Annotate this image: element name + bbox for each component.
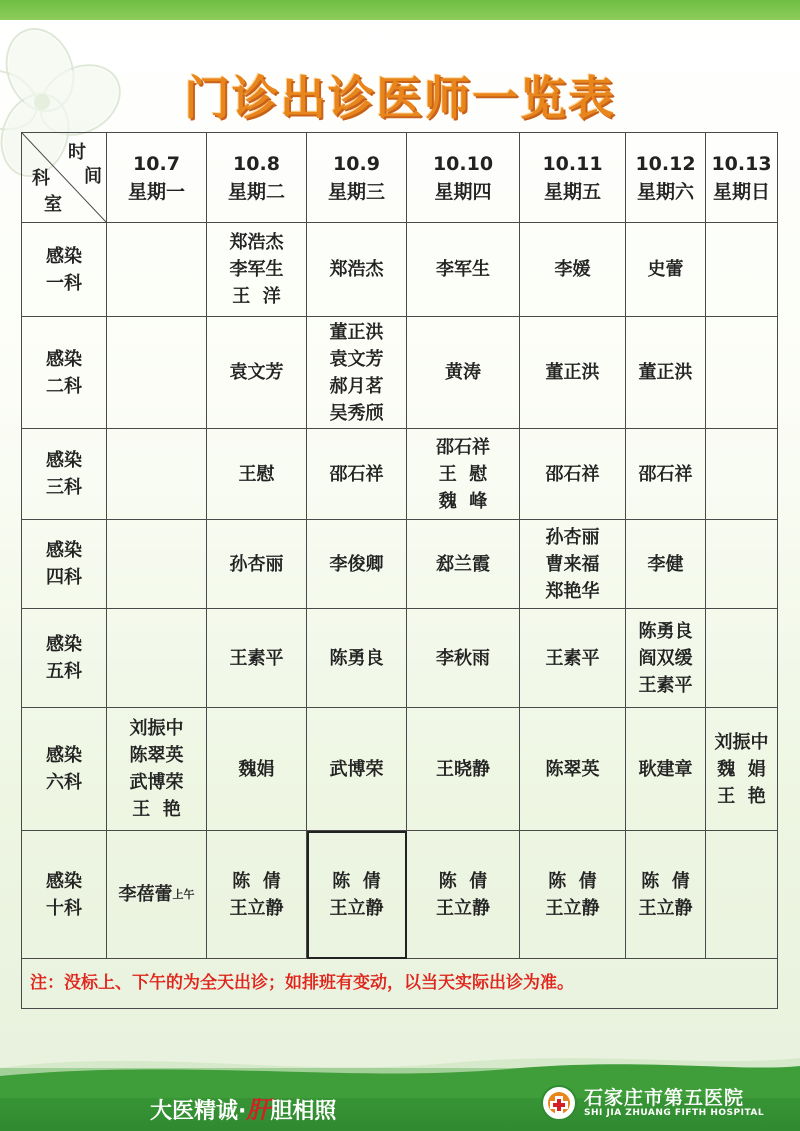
day-weekday: 星期三 — [327, 180, 385, 203]
doctor-name: 陈翠英 — [545, 758, 600, 780]
doctor-name: 邵石祥 — [436, 436, 490, 458]
doctor-name: 邵石祥 — [638, 463, 693, 485]
schedule-cell — [407, 429, 520, 520]
schedule-cell — [706, 831, 778, 959]
doctor-name: 王 洋 — [232, 286, 281, 307]
doctor-name: 黄涛 — [445, 362, 481, 383]
schedule-cell — [307, 831, 407, 959]
schedule-cell — [207, 831, 307, 959]
slogan-part-b: 肝 — [246, 1096, 271, 1124]
table-row — [22, 609, 778, 708]
doctor-name: 王 慰 — [438, 463, 488, 485]
department-cell — [22, 429, 107, 520]
schedule-cell — [520, 831, 626, 959]
schedule-cell — [706, 317, 778, 429]
department-label: 感染 — [46, 450, 82, 471]
doctor-name: 魏 峰 — [438, 490, 488, 512]
schedule-cell — [307, 317, 407, 429]
schedule-cell — [626, 609, 706, 708]
doctor-name: 董正洪 — [638, 362, 693, 383]
corner-time-label-1: 时 — [68, 142, 86, 163]
department-label: 五科 — [46, 661, 82, 682]
schedule-cell — [207, 609, 307, 708]
day-header-cell — [520, 133, 626, 223]
slogan-part-c: 胆相照 — [270, 1099, 337, 1124]
schedule-cell — [107, 708, 207, 831]
department-label: 感染 — [46, 745, 82, 766]
note-row — [22, 959, 778, 1009]
schedule-cell — [626, 520, 706, 609]
doctor-name: 刘振中 — [129, 718, 184, 739]
department-label: 一科 — [46, 272, 82, 294]
doctor-name: 王素平 — [638, 674, 693, 696]
slogan-part-a: 大医精诚 — [150, 1099, 239, 1124]
day-weekday: 星期二 — [227, 180, 285, 203]
schedule-cell — [706, 708, 778, 831]
doctor-name: 王素平 — [229, 647, 284, 669]
page-title: 门诊出诊医师一览表 — [184, 71, 616, 125]
doctor-name: 阎双缓 — [638, 647, 693, 669]
doctor-name: 魏 娟 — [717, 758, 766, 780]
header-row — [22, 133, 778, 223]
schedule-cell — [626, 317, 706, 429]
doctor-name: 董正洪 — [329, 321, 384, 343]
schedule-cell — [207, 317, 307, 429]
schedule-cell — [207, 520, 307, 609]
doctor-name: 陈勇良 — [329, 647, 384, 669]
schedule-cell — [626, 429, 706, 520]
doctor-name: 邵石祥 — [545, 463, 600, 485]
department-label: 感染 — [46, 870, 82, 892]
schedule-cell — [107, 831, 207, 959]
schedule-cell — [706, 609, 778, 708]
day-date: 10.9 — [333, 152, 380, 175]
doctor-name: 王素平 — [545, 647, 600, 669]
day-weekday: 星期五 — [543, 180, 601, 203]
schedule-cell — [307, 708, 407, 831]
doctor-name: 李蓓蕾 — [118, 884, 173, 905]
corner-time-label-2: 间 — [84, 166, 102, 187]
doctor-name: 武博荣 — [129, 772, 184, 793]
doctor-name: 李军生 — [229, 259, 284, 280]
department-label: 二科 — [46, 375, 82, 397]
doctor-name: 王立静 — [638, 897, 693, 919]
doctor-name: 王立静 — [229, 897, 284, 919]
schedule-cell — [207, 223, 307, 317]
schedule-cell — [407, 708, 520, 831]
table-row — [22, 317, 778, 429]
schedule-cell — [520, 223, 626, 317]
corner-dept-label-2: 室 — [44, 194, 62, 215]
doctor-name: 李军生 — [436, 259, 490, 280]
day-header-cell — [307, 133, 407, 223]
day-weekday: 星期一 — [127, 180, 185, 203]
day-header-cell — [107, 133, 207, 223]
day-header-cell — [626, 133, 706, 223]
top-bar — [0, 0, 800, 20]
department-cell — [22, 708, 107, 831]
doctor-name: 王 艳 — [717, 785, 766, 807]
day-header-cell — [407, 133, 520, 223]
schedule-cell — [107, 609, 207, 708]
schedule-cell — [520, 708, 626, 831]
doctor-name: 刘振中 — [714, 731, 769, 753]
schedule-cell — [107, 520, 207, 609]
doctor-name: 吴秀颀 — [329, 402, 384, 424]
schedule-cell — [407, 317, 520, 429]
note-text: 注：没标上、下午的为全天出诊；如排班有变动，以当天实际出诊为准。 — [22, 959, 778, 1009]
schedule-cell — [626, 708, 706, 831]
schedule-cell — [307, 520, 407, 609]
doctor-name: 郝月茗 — [329, 375, 384, 397]
doctor-name: 郑浩杰 — [229, 232, 284, 253]
doctor-name: 邵石祥 — [329, 463, 384, 485]
doctor-name: 史蕾 — [647, 259, 684, 280]
department-label: 感染 — [46, 348, 82, 370]
department-cell — [22, 317, 107, 429]
schedule-cell — [307, 429, 407, 520]
doctor-name: 曹来福 — [545, 553, 600, 575]
schedule-cell — [107, 429, 207, 520]
day-header-cell — [207, 133, 307, 223]
hospital-logo-icon — [540, 1084, 578, 1122]
department-label: 三科 — [46, 477, 82, 498]
footer-slogan: 大医精诚·肝胆相照 — [150, 1096, 337, 1124]
schedule-cell — [407, 609, 520, 708]
doctor-name: 董正洪 — [545, 362, 600, 383]
day-header-cell — [706, 133, 778, 223]
doctor-name: 陈 倩 — [232, 870, 281, 892]
schedule-cell — [407, 520, 520, 609]
doctor-name: 李秋雨 — [436, 647, 490, 669]
department-cell — [22, 831, 107, 959]
corner-dept-label-1: 科 — [32, 168, 50, 189]
schedule-cell — [626, 831, 706, 959]
day-date: 10.11 — [542, 152, 603, 175]
doctor-name: 郑浩杰 — [329, 259, 384, 280]
department-label: 四科 — [46, 567, 82, 588]
day-date: 10.8 — [233, 152, 280, 175]
doctor-name: 陈 倩 — [548, 870, 597, 892]
doctor-name: 魏娟 — [238, 758, 275, 780]
hospital-name-cn: 石家庄市第五医院 — [584, 1087, 745, 1109]
corner-header-cell — [22, 133, 107, 223]
doctor-name: 王立静 — [329, 897, 384, 919]
doctor-name: 陈勇良 — [638, 620, 693, 642]
doctor-name: 袁文芳 — [329, 348, 384, 370]
doctor-name: 陈 倩 — [438, 870, 488, 892]
schedule-cell — [520, 609, 626, 708]
schedule-cell — [520, 429, 626, 520]
doctor-name: 袁文芳 — [229, 362, 284, 383]
doctor-name: 李媛 — [554, 259, 591, 280]
doctor-name: 耿建章 — [638, 758, 693, 780]
schedule-cell — [207, 429, 307, 520]
schedule-cell — [706, 429, 778, 520]
table-row — [22, 223, 778, 317]
department-cell — [22, 223, 107, 317]
department-label: 六科 — [46, 772, 82, 793]
day-date: 10.12 — [635, 152, 696, 175]
doctor-name: 孙杏丽 — [545, 526, 600, 548]
doctor-name: 陈翠英 — [129, 745, 184, 766]
doctor-name: 李俊卿 — [329, 553, 384, 575]
day-date: 10.13 — [711, 152, 772, 175]
schedule-cell — [307, 223, 407, 317]
doctor-name: 王晓静 — [436, 758, 490, 780]
schedule-cell — [307, 609, 407, 708]
hospital-name-en: SHI JIA ZHUANG FIFTH HOSPITAL — [584, 1108, 765, 1118]
doctor-name: 郄兰霞 — [436, 553, 490, 575]
schedule-cell — [520, 317, 626, 429]
table-row — [22, 831, 778, 959]
department-cell — [22, 520, 107, 609]
day-weekday: 星期日 — [712, 180, 770, 203]
doctor-name: 王立静 — [436, 897, 490, 919]
schedule-cell — [626, 223, 706, 317]
department-label: 感染 — [46, 245, 82, 267]
doctor-name: 王 艳 — [132, 799, 181, 820]
table-row — [22, 520, 778, 609]
day-date: 10.10 — [432, 152, 494, 175]
doctor-name: 武博荣 — [329, 758, 384, 780]
doctor-name: 孙杏丽 — [229, 553, 284, 575]
day-weekday: 星期六 — [636, 180, 694, 203]
department-label: 感染 — [46, 634, 82, 655]
department-label: 十科 — [46, 897, 82, 919]
schedule-cell — [407, 223, 520, 317]
table-row — [22, 429, 778, 520]
half-day-note: 上午 — [172, 888, 195, 901]
schedule-cell — [207, 708, 307, 831]
day-date: 10.7 — [133, 152, 180, 175]
department-cell — [22, 609, 107, 708]
department-label: 感染 — [46, 540, 82, 561]
schedule-cell — [107, 317, 207, 429]
doctor-name: 王立静 — [545, 897, 600, 919]
doctor-name: 陈 倩 — [641, 870, 690, 892]
schedule-cell — [107, 223, 207, 317]
schedule-cell — [706, 223, 778, 317]
schedule-cell — [706, 520, 778, 609]
doctor-name: 郑艳华 — [545, 580, 600, 602]
doctor-name: 王慰 — [238, 463, 275, 485]
doctor-name: 李健 — [647, 553, 684, 575]
day-weekday: 星期四 — [434, 180, 492, 203]
schedule-cell — [520, 520, 626, 609]
schedule-table — [21, 132, 778, 1009]
schedule-cell — [407, 831, 520, 959]
table-row — [22, 708, 778, 831]
doctor-name: 陈 倩 — [332, 870, 381, 892]
